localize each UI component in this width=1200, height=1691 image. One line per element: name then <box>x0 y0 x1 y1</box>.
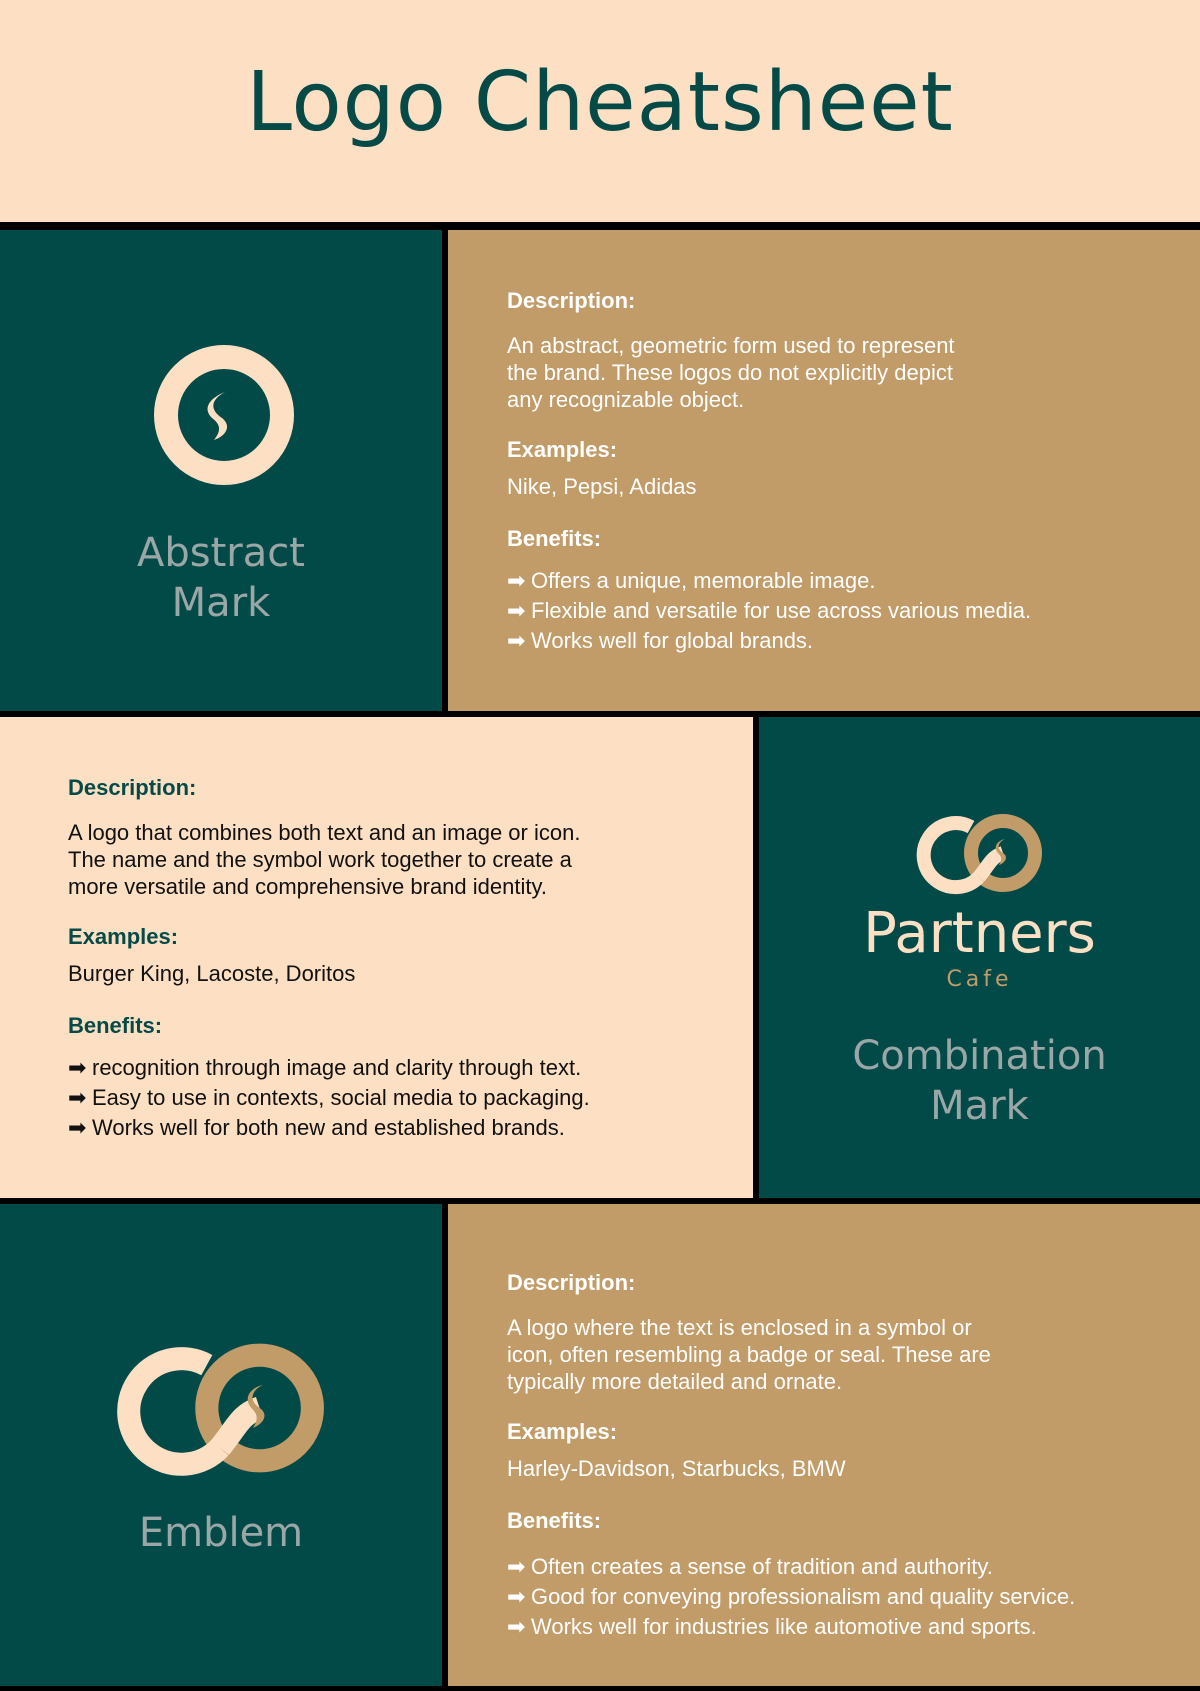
list-item <box>507 566 1031 596</box>
benefit-text: Flexible and versatile for use across various media. <box>531 598 1032 623</box>
list-item <box>68 1053 590 1083</box>
title-line: Abstract <box>137 530 305 576</box>
description-line: An abstract, geometric form used to represent <box>507 333 955 358</box>
header <box>0 0 1200 222</box>
abstract-mark-info-panel <box>448 230 1200 711</box>
emblem-visual-panel <box>0 1204 442 1686</box>
infinity-logo-icon <box>0 1342 442 1492</box>
abstract-mark-visual-panel <box>0 230 442 711</box>
arrow-icon: ➡ <box>68 1115 87 1140</box>
list-item <box>507 1582 1075 1612</box>
title-line: Mark <box>171 580 271 626</box>
benefit-text: Works well for global brands. <box>531 628 814 653</box>
list-item <box>507 1552 1075 1582</box>
benefit-text: Works well for industries like automotive and sports. <box>531 1614 1037 1639</box>
partners-logo-text: Partners <box>863 901 1096 966</box>
examples-label: Examples: <box>507 437 618 462</box>
list-item <box>507 596 1031 626</box>
description-line: any recognizable object. <box>507 387 745 412</box>
benefits-list <box>507 566 1031 656</box>
emblem-info <box>507 1270 1075 1642</box>
emblem-info-panel <box>448 1204 1200 1686</box>
description-line: the brand. These logos do not explicitly depict <box>507 360 953 385</box>
arrow-icon: ➡ <box>68 1085 87 1110</box>
list-item <box>507 1612 1075 1642</box>
benefits-list <box>507 1552 1075 1642</box>
examples-label: Examples: <box>68 924 179 949</box>
benefits-label: Benefits: <box>68 1013 163 1038</box>
abstract-ring-icon <box>0 230 442 711</box>
arrow-icon: ➡ <box>507 1554 526 1579</box>
arrow-icon: ➡ <box>507 598 526 623</box>
combination-mark-info-panel <box>0 717 753 1198</box>
arrow-icon: ➡ <box>507 1584 526 1609</box>
examples-text: Nike, Pepsi, Adidas <box>507 474 697 499</box>
infinity-logo-icon <box>759 803 1200 903</box>
description-line: A logo that combines both text and an image or icon. <box>68 820 581 845</box>
benefit-text: Works well for both new and established brands. <box>92 1115 565 1140</box>
description-label: Description: <box>507 1270 636 1295</box>
page-title: Logo Cheatsheet <box>246 54 954 150</box>
combination-mark-title <box>759 1031 1200 1131</box>
arrow-icon: ➡ <box>68 1055 87 1080</box>
title-line: Mark <box>930 1083 1029 1129</box>
benefit-text: Offers a unique, memorable image. <box>531 568 876 593</box>
description-label: Description: <box>68 775 197 800</box>
benefits-label: Benefits: <box>507 526 602 551</box>
list-item <box>68 1113 590 1143</box>
combination-mark-visual-panel <box>759 717 1200 1198</box>
benefits-list <box>68 1053 590 1143</box>
title-line: Emblem <box>138 1510 304 1556</box>
description-line: icon, often resembling a badge or seal. These are <box>507 1342 991 1367</box>
examples-text: Harley-Davidson, Starbucks, BMW <box>507 1456 846 1481</box>
examples-text: Burger King, Lacoste, Doritos <box>68 961 356 986</box>
emblem-title <box>0 1508 442 1558</box>
arrow-icon: ➡ <box>507 568 526 593</box>
description-line: typically more detailed and ornate. <box>507 1369 843 1394</box>
list-item <box>507 626 1031 656</box>
benefit-text: Good for conveying professionalism and quality service. <box>531 1584 1076 1609</box>
benefit-text: Often creates a sense of tradition and authority. <box>531 1554 993 1579</box>
title-line: Combination <box>852 1033 1107 1079</box>
description-line: more versatile and comprehensive brand identity. <box>68 874 547 899</box>
examples-label: Examples: <box>507 1419 618 1444</box>
benefit-text: Easy to use in contexts, social media to packaging. <box>92 1085 590 1110</box>
list-item <box>68 1083 590 1113</box>
abstract-mark-title <box>0 528 442 628</box>
abstract-mark-info <box>507 288 1031 656</box>
description-line: The name and the symbol work together to create a <box>68 847 572 872</box>
combination-mark-info <box>68 775 590 1143</box>
description-label: Description: <box>507 288 636 313</box>
arrow-icon: ➡ <box>507 628 526 653</box>
partners-logo-subtext: Cafe <box>946 967 1013 992</box>
arrow-icon: ➡ <box>507 1614 526 1639</box>
description-line: A logo where the text is enclosed in a symbol or <box>507 1315 972 1340</box>
benefits-label: Benefits: <box>507 1508 602 1533</box>
benefit-text: recognition through image and clarity through text. <box>92 1055 582 1080</box>
